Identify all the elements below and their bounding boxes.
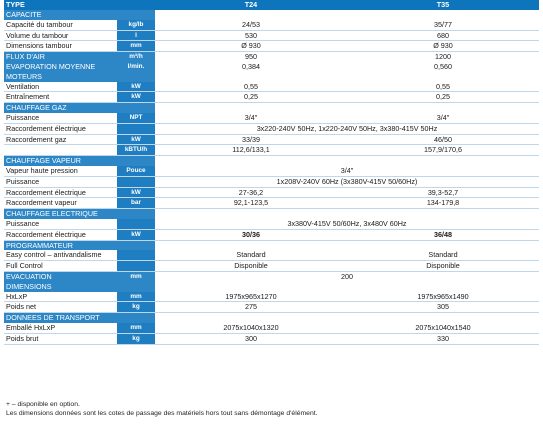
row-label: Full Control	[4, 261, 117, 272]
row-value-t24: 0,25	[155, 92, 347, 103]
row-unit: bar	[117, 198, 155, 209]
row-value-t24: 92,1-123,5	[155, 198, 347, 209]
row-unit: kW	[117, 134, 155, 145]
row-label: MOTEURS	[4, 72, 117, 82]
row-unit: kg	[117, 302, 155, 313]
row-value-t24: 3/4"	[155, 113, 347, 123]
row-value-shared: 3x220-240V 50Hz, 1x220-240V 50Hz, 3x380-415V 50Hz	[155, 123, 539, 134]
table-row	[4, 30, 539, 41]
row-label: HxLxP	[4, 292, 117, 302]
table-row	[4, 333, 539, 344]
row-unit	[117, 72, 155, 82]
row-label: Capacité du tambour	[4, 20, 117, 30]
row-unit	[117, 240, 155, 250]
row-value-t24: 24/53	[155, 20, 347, 30]
row-value-shared: 3/4"	[155, 166, 539, 176]
row-unit: mm	[117, 271, 155, 281]
row-label: Puissance	[4, 113, 117, 123]
row-unit: l	[117, 30, 155, 41]
table-row	[4, 145, 539, 156]
row-value-t35: Standard	[347, 250, 539, 260]
row-value-t35: 39,3-52,7	[347, 187, 539, 198]
row-value-t24	[155, 103, 347, 113]
section-row	[4, 209, 539, 219]
table-row	[4, 92, 539, 103]
row-value-t24: Disponible	[155, 261, 347, 272]
row-unit	[117, 123, 155, 134]
row-label: FLUX D'AIR	[4, 52, 117, 62]
table-row	[4, 41, 539, 52]
table-row	[4, 123, 539, 134]
row-value-t35: 157,9/170,6	[347, 145, 539, 156]
section-row	[4, 156, 539, 166]
header-t35: T35	[347, 0, 539, 10]
row-value-t24: 27-36,2	[155, 187, 347, 198]
row-value-t35: 46/50	[347, 134, 539, 145]
table-row	[4, 250, 539, 260]
row-value-t24: 300	[155, 333, 347, 344]
row-label: Easy control – antivandalisme	[4, 250, 117, 260]
row-value-t35	[347, 72, 539, 82]
row-value-t35	[347, 103, 539, 113]
row-unit: kW	[117, 187, 155, 198]
row-value-t35: 1975x965x1490	[347, 292, 539, 302]
header-type: TYPE	[4, 0, 117, 10]
table-row	[4, 323, 539, 333]
header-t24: T24	[155, 0, 347, 10]
row-label: CHAUFFAGE VAPEUR	[4, 156, 117, 166]
section-row	[4, 240, 539, 250]
row-label: Dimensions tambour	[4, 41, 117, 52]
table-row	[4, 292, 539, 302]
row-value-t35: 0,25	[347, 92, 539, 103]
row-value-t24: Standard	[155, 250, 347, 260]
row-unit: mm	[117, 323, 155, 333]
row-value-shared: 1x208V-240V 60Hz (3x380V-415V 50/60Hz)	[155, 176, 539, 187]
row-value-t35	[347, 209, 539, 219]
row-label: EVAPORATION MOYENNE	[4, 62, 117, 72]
row-unit: l/min.	[117, 62, 155, 72]
row-label: Ventilation	[4, 82, 117, 92]
row-value-t35: 1200	[347, 52, 539, 62]
row-value-t24	[155, 10, 347, 20]
section-row	[4, 313, 539, 323]
row-value-t35: 36/48	[347, 229, 539, 240]
row-label: Vapeur haute pression	[4, 166, 117, 176]
row-value-t35	[347, 313, 539, 323]
row-label: PROGRAMMATEUR	[4, 240, 117, 250]
row-value-t35: Disponible	[347, 261, 539, 272]
footnote-dimensions: Les dimensions données sont les cotes de passage des matériels hors tout sans démontage d'élément.	[6, 410, 318, 417]
row-value-t35	[347, 282, 539, 292]
row-value-t35	[347, 10, 539, 20]
footnotes	[6, 400, 318, 418]
row-value-t24: 112,6/133,1	[155, 145, 347, 156]
row-value-t24: 33/39	[155, 134, 347, 145]
row-label	[4, 145, 117, 156]
row-value-t24	[155, 72, 347, 82]
row-value-t35: 0,55	[347, 82, 539, 92]
section-row	[4, 10, 539, 20]
row-value-t24: 530	[155, 30, 347, 41]
row-unit: kg/lb	[117, 20, 155, 30]
row-label: Entraînement	[4, 92, 117, 103]
table-row	[4, 302, 539, 313]
row-label: Raccordement vapeur	[4, 198, 117, 209]
row-label: CHAUFFAGE ELECTRIQUE	[4, 209, 117, 219]
row-value-t35: 680	[347, 30, 539, 41]
row-value-t24	[155, 240, 347, 250]
row-value-t24: 275	[155, 302, 347, 313]
row-label: EVACUATION	[4, 271, 117, 281]
row-value-t35: 3/4"	[347, 113, 539, 123]
row-label: Poids net	[4, 302, 117, 313]
row-value-t35	[347, 240, 539, 250]
row-unit: kW	[117, 82, 155, 92]
section-row	[4, 72, 539, 82]
row-value-t35: 330	[347, 333, 539, 344]
section-row	[4, 282, 539, 292]
row-label: Volume du tambour	[4, 30, 117, 41]
row-value-t35: 134-179,8	[347, 198, 539, 209]
row-value-t24: 950	[155, 52, 347, 62]
section-row	[4, 271, 539, 281]
spec-table-body	[4, 0, 539, 344]
row-label: Raccordement électrique	[4, 187, 117, 198]
row-label: Puissance	[4, 219, 117, 229]
row-unit	[117, 103, 155, 113]
row-label: Emballé HxLxP	[4, 323, 117, 333]
table-row	[4, 219, 539, 229]
row-label: Puissance	[4, 176, 117, 187]
row-label: CAPACITE	[4, 10, 117, 20]
row-unit	[117, 313, 155, 323]
row-unit: m³/h	[117, 52, 155, 62]
row-label: CHAUFFAGE GAZ	[4, 103, 117, 113]
footnote-option: + – disponible en option.	[6, 401, 80, 408]
row-value-t24: 2075x1040x1320	[155, 323, 347, 333]
row-unit	[117, 10, 155, 20]
row-unit: mm	[117, 41, 155, 52]
row-unit: kg	[117, 333, 155, 344]
row-value-t35: Ø 930	[347, 41, 539, 52]
row-value-t35: 2075x1040x1540	[347, 323, 539, 333]
row-label: Poids brut	[4, 333, 117, 344]
row-unit: kW	[117, 92, 155, 103]
table-row	[4, 82, 539, 92]
row-label: DONNEES DE TRANSPORT	[4, 313, 117, 323]
table-row	[4, 176, 539, 187]
row-unit: Pouce	[117, 166, 155, 176]
row-value-t24	[155, 313, 347, 323]
header-unit	[117, 0, 155, 10]
row-unit	[117, 219, 155, 229]
row-value-t24	[155, 209, 347, 219]
row-value-t35: 305	[347, 302, 539, 313]
row-unit	[117, 209, 155, 219]
row-value-shared: 3x380V-415V 50/60Hz, 3x480V 60Hz	[155, 219, 539, 229]
row-value-shared: 200	[155, 271, 539, 281]
table-row	[4, 20, 539, 30]
row-value-t24: 1975x965x1270	[155, 292, 347, 302]
spec-table	[4, 0, 539, 345]
row-unit	[117, 261, 155, 272]
row-value-t35	[347, 156, 539, 166]
row-unit: mm	[117, 292, 155, 302]
row-unit	[117, 282, 155, 292]
row-value-t24: 0,55	[155, 82, 347, 92]
table-row	[4, 166, 539, 176]
row-unit: NPT	[117, 113, 155, 123]
table-row	[4, 113, 539, 123]
table-row	[4, 229, 539, 240]
row-value-t24	[155, 156, 347, 166]
table-row	[4, 261, 539, 272]
row-value-t24: 0,384	[155, 62, 347, 72]
header-row	[4, 0, 539, 10]
row-value-t24: 30/36	[155, 229, 347, 240]
row-value-t24	[155, 282, 347, 292]
row-unit	[117, 176, 155, 187]
row-value-t35: 35/77	[347, 20, 539, 30]
row-label: Raccordement gaz	[4, 134, 117, 145]
row-unit: kW	[117, 229, 155, 240]
section-row	[4, 52, 539, 62]
row-unit	[117, 156, 155, 166]
table-row	[4, 134, 539, 145]
row-unit	[117, 250, 155, 260]
row-label: Raccordement électrique	[4, 229, 117, 240]
row-label: Raccordement électrique	[4, 123, 117, 134]
row-unit: kBTU/h	[117, 145, 155, 156]
table-row	[4, 198, 539, 209]
section-row	[4, 103, 539, 113]
row-label: DIMENSIONS	[4, 282, 117, 292]
table-row	[4, 187, 539, 198]
row-value-t24: Ø 930	[155, 41, 347, 52]
section-row	[4, 62, 539, 72]
row-value-t35: 0,560	[347, 62, 539, 72]
